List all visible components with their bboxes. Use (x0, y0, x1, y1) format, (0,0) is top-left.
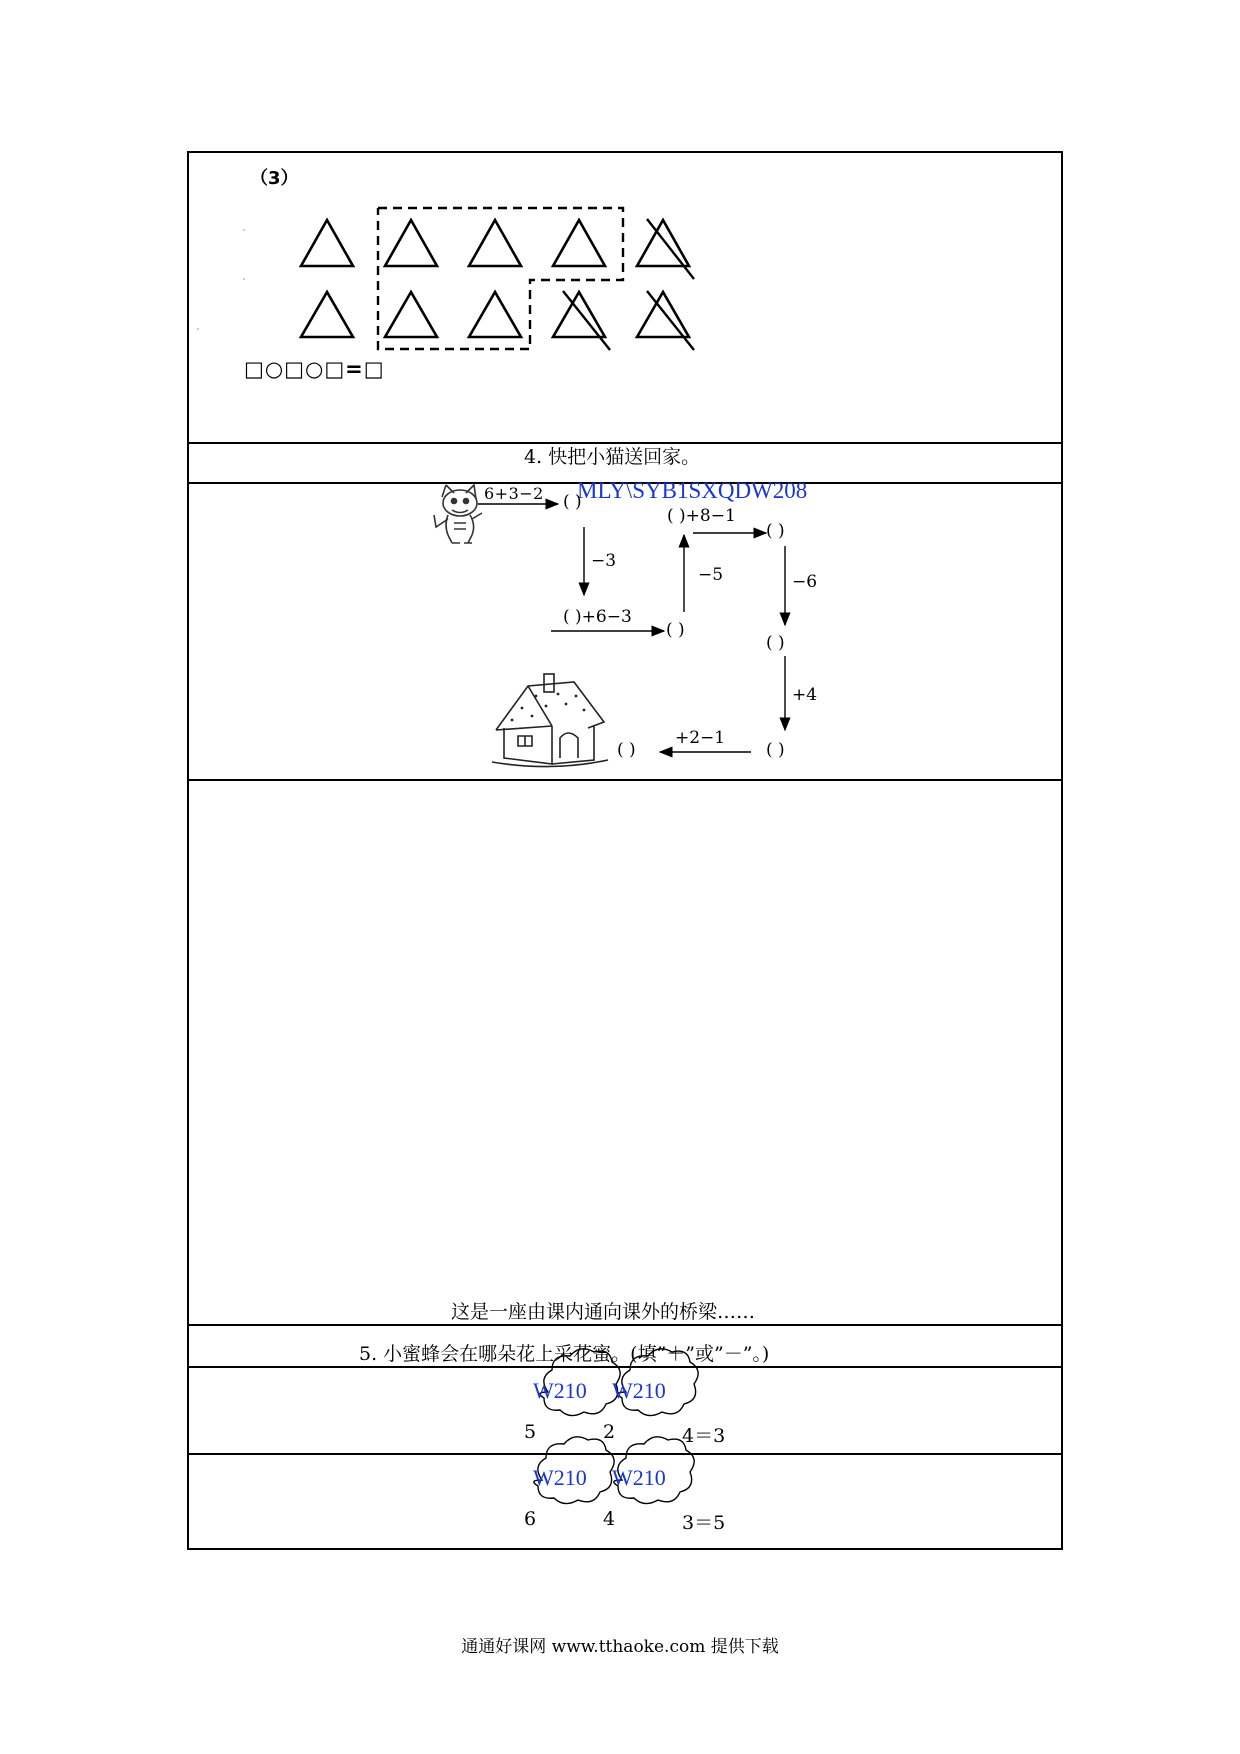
q4-watermark: MLY\SYB1SXQDW208 (577, 478, 808, 503)
bridge-text: 这是一座由课内通向课外的桥梁…… (451, 1301, 756, 1323)
page-footer: 通通好课网 www.tthaoke.com 提供下载 (461, 1637, 779, 1657)
q5-title: 5. 小蜜蜂会在哪朵花上采花蜜。(填”＋”或”－”。) (359, 1343, 770, 1365)
blank-box: ( ) (766, 521, 785, 541)
flower-watermark: W210 (533, 1465, 587, 1490)
eq1-rest: 4＝3 (682, 1425, 726, 1447)
flower-watermark: W210 (612, 1465, 666, 1490)
blank-box: ( ) (666, 620, 685, 640)
flower-watermark: W210 (612, 1378, 666, 1403)
q4-op-top: ( )+8−1 (667, 506, 736, 526)
q4-op-last: +2−1 (675, 728, 726, 748)
part3-label: （3） (250, 168, 299, 189)
q4-op-mid: ( )+6−3 (563, 607, 632, 627)
flower-watermark: W210 (533, 1378, 587, 1403)
eq1-operand-a: 5 (524, 1421, 537, 1443)
eq2-operand-b: 4 (603, 1508, 616, 1530)
eq2-operand-a: 6 (524, 1508, 537, 1530)
equation-template: □○□○□=□ (244, 357, 385, 381)
q4-op-down2: −6 (792, 572, 818, 592)
blank-box: ( ) (766, 740, 785, 760)
q4-op-down3: +4 (792, 685, 818, 705)
eq2-rest: 3＝5 (682, 1512, 726, 1534)
blank-box: ( ) (617, 740, 636, 760)
eq1-operand-b: 2 (603, 1421, 616, 1443)
q4-start-expr: 6+3−2 (484, 484, 544, 503)
q4-op-up: −5 (698, 565, 724, 585)
blank-box: ( ) (766, 633, 785, 653)
q4-title: 4. 快把小猫送回家。 (524, 446, 701, 468)
blank-box: ( ) (563, 492, 582, 512)
q4-op-down1: −3 (591, 551, 617, 571)
